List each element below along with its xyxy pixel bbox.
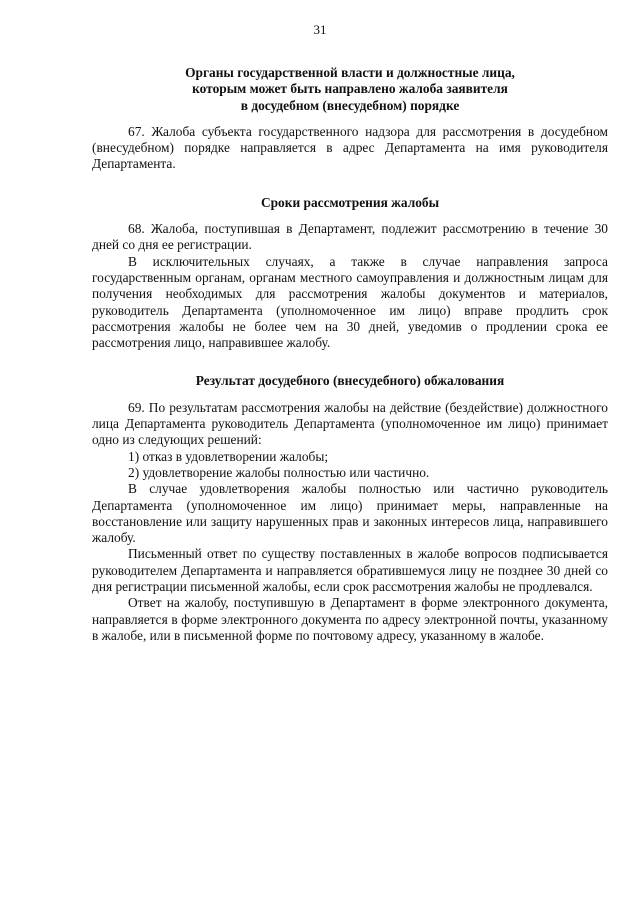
section-heading-result: Результат досудебного (внесудебного) обжалования [195,373,505,389]
decision-item-1: 1) отказ в удовлетворении жалобы; [128,448,329,464]
paragraph-68: 68. Жалоба, поступившая в Департамент, подлежит рассмотрению в течение 30 дней со дня ее регистрации. [92,221,608,253]
decision-item-2: 2) удовлетворение жалобы полностью или частично. [128,464,430,480]
paragraph-written-answer: Письменный ответ по существу поставленных в жалобе вопросов подписывается руководителем Департамента и направляется обратившемуся лицу не позднее 30 дней со дня регистрации письменной жалобы, если срок рассмотрения жалобы не продлевался. [92,546,608,595]
paragraph-67: 67. Жалоба субъекта государственного надзора для рассмотрения в досудебном (внесудебном) порядке направляется в адрес Департамента на имя руководителя Департамента. [92,123,608,172]
paragraph-electronic-answer: Ответ на жалобу, поступившую в Департамент в форме электронного документа, направляется в форме электронного документа по адресу электронной почты, указанному в жалобе, или в письменной форме по почтовому адресу, указанному в жалобе. [92,595,608,643]
heading-line: Органы государственной власти и должностные лица, [185,65,515,80]
page-number: 31 [313,22,327,37]
paragraph-69: 69. По результатам рассмотрения жалобы на действие (бездействие) должностного лица Департамента руководитель Департамента (уполномоченное им лицо) принимает одно из следующих решений: [92,399,608,448]
heading-line: в досудебном (внесудебном) порядке [240,97,460,113]
section-heading-terms: Сроки рассмотрения жалобы [260,194,440,210]
section-heading-authorities [92,65,608,114]
heading-line: которым может быть направлено жалоба заявителя [192,81,508,97]
paragraph-satisfaction: В случае удовлетворения жалобы полностью или частично руководитель Департамента (уполномоченное им лицо) принимает меры, направленные на восстановление или защиту нарушенных прав и законных интересов лица, направившего жалобу. [92,481,608,546]
document-body [92,65,608,644]
paragraph-68-exceptions: В исключительных случаях, а также в случае направления запроса государственным органам, органам местного самоуправления и должностным лицам для получения необходимых для рассмотрения жалобы документов и материалов, руководитель Департамента (уполномоченное им лицо) вправе продлить срок рассмотрения жалобы не более чем на 30 дней, уведомив о продлении срока ее рассмотрения лицо, направившее жалобу. [92,253,608,351]
